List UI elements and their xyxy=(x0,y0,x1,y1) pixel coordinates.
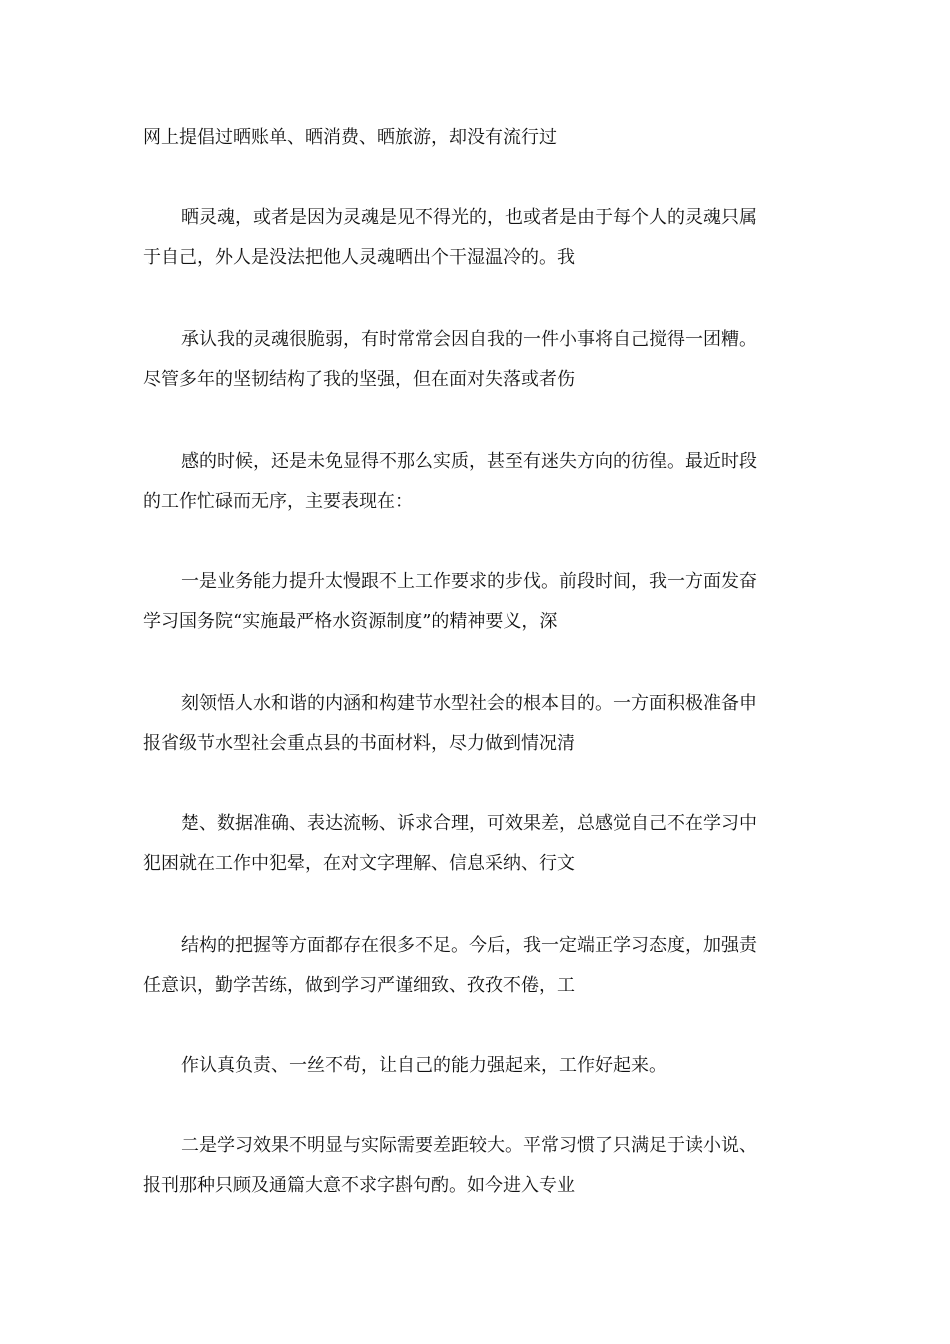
text-line-14: 结构的把握等方面都存在很多不足。今后，我一定端正学习态度，加强责 xyxy=(181,935,757,956)
text-line-16: 作认真负责、一丝不苟，让自己的能力强起来，工作好起来。 xyxy=(181,1055,667,1076)
text-line-4: 承认我的灵魂很脆弱，有时常常会因自我的一件小事将自己搅得一团糟。 xyxy=(181,329,757,350)
text-line-17: 二是学习效果不明显与实际需要差距较大。平常习惯了只满足于读小说、 xyxy=(181,1135,757,1156)
text-line-13: 犯困就在工作中犯晕，在对文字理解、信息采纳、行文 xyxy=(143,853,575,874)
text-line-2: 晒灵魂，或者是因为灵魂是见不得光的，也或者是由于每个人的灵魂只属 xyxy=(181,207,757,228)
text-line-3: 于自己，外人是没法把他人灵魂晒出个干湿温冷的。我 xyxy=(143,247,575,268)
text-line-5: 尽管多年的坚韧结构了我的坚强，但在面对失落或者伤 xyxy=(143,369,575,390)
text-line-9: 学习国务院“实施最严格水资源制度”的精神要义，深 xyxy=(143,611,558,632)
text-line-12: 楚、数据准确、表达流畅、诉求合理，可效果差，总感觉自己不在学习中 xyxy=(181,813,757,834)
text-line-7: 的工作忙碌而无序，主要表现在： xyxy=(143,491,413,512)
text-line-15: 任意识，勤学苦练，做到学习严谨细致、孜孜不倦，工 xyxy=(143,975,575,996)
text-line-8: 一是业务能力提升太慢跟不上工作要求的步伐。前段时间，我一方面发奋 xyxy=(181,571,757,592)
text-line-10: 刻领悟人水和谐的内涵和构建节水型社会的根本目的。一方面积极准备申 xyxy=(181,693,757,714)
text-line-11: 报省级节水型社会重点县的书面材料，尽力做到情况清 xyxy=(143,733,575,754)
text-line-18: 报刊那种只顾及通篇大意不求字斟句酌。如今进入专业 xyxy=(143,1175,575,1196)
text-line-1: 网上提倡过晒账单、晒消费、晒旅游，却没有流行过 xyxy=(143,127,557,148)
text-line-6: 感的时候，还是未免显得不那么实质，甚至有迷失方向的彷徨。最近时段 xyxy=(181,451,757,472)
